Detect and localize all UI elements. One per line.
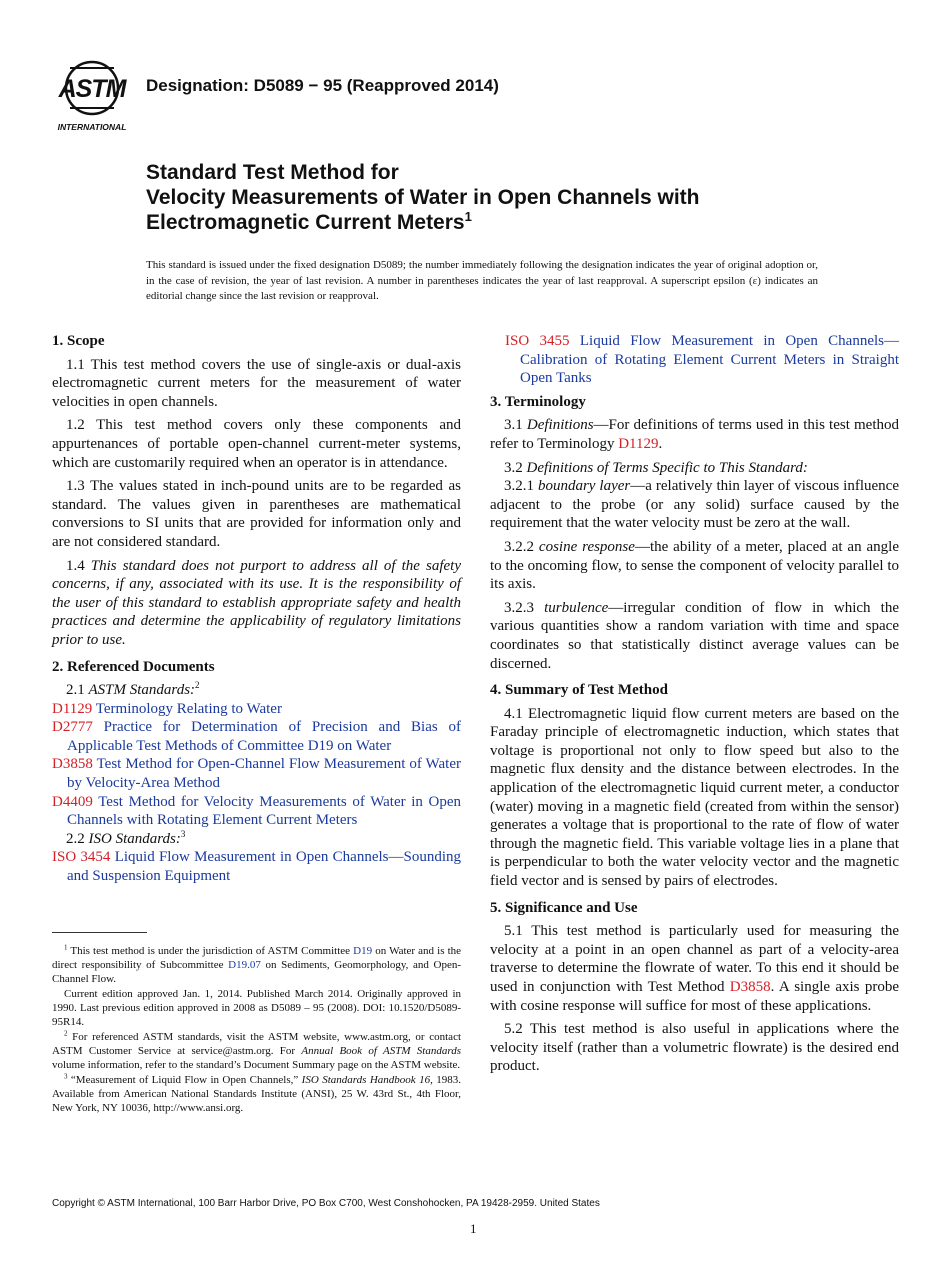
- reference-code-link[interactable]: ISO 3455: [505, 333, 570, 349]
- reference-item[interactable]: [52, 755, 461, 792]
- footnote-link-d19[interactable]: D19: [353, 945, 373, 957]
- paragraph-3-2-3: 3.2.3 turbulence—irregular condition of flow in which the various quantities show a random variation with time and space coordinates so that statistically distinct average values can be discerned.: [490, 599, 900, 672]
- section-heading-scope: 1. Scope: [52, 333, 105, 349]
- copyright-notice: Copyright © ASTM International, 100 Barr Harbor Drive, PO Box C700, West Conshohocken, PA 19428-2959. United States: [52, 1198, 600, 1209]
- title-line-1: Standard Test Method for: [146, 161, 399, 184]
- reference-title-link[interactable]: Test Method for Velocity Measurements of Water in Open Channels with Rotating Element Current Meters: [67, 793, 461, 829]
- reference-item[interactable]: [505, 332, 899, 388]
- footnotes: [52, 944, 461, 1116]
- svg-text:ASTM: ASTM: [58, 75, 126, 103]
- paragraph-3-2: 3.2 Definitions of Terms Specific to This Standard:: [504, 459, 808, 476]
- link-d3858[interactable]: D3858: [729, 979, 771, 995]
- link-d1129[interactable]: D1129: [618, 435, 659, 452]
- reference-code-link[interactable]: D2777: [52, 719, 93, 736]
- designation: Designation: D5089 − 95 (Reapproved 2014): [146, 76, 499, 95]
- document-title: [146, 160, 846, 235]
- astm-logo: [52, 58, 134, 132]
- svg-text:INTERNATIONAL: INTERNATIONAL: [57, 122, 127, 132]
- right-column: [490, 332, 899, 1081]
- paragraph-1-2: 1.2 This test method covers only these components and appurtenances of portable open-channel current-meter systems, which are customarily required when an operator is in attendance.: [52, 417, 461, 471]
- reference-title-link[interactable]: Terminology Relating to Water: [95, 700, 282, 717]
- section-heading-referenced: 2. Referenced Documents: [52, 658, 215, 675]
- astm-standards-label: 2.1 ASTM Standards:$^2$: [66, 680, 200, 699]
- reference-item[interactable]: [52, 718, 461, 755]
- footnote-1: $^1$ This test method is under the jurisdiction of ASTM Committee D19 on Water and is the direct responsibility of Subcommittee D19.07 on Sediments, Geomorphology, and Open-Channel Flow.: [52, 943, 462, 985]
- reference-title-link[interactable]: Practice for Determination of Precision and Bias of Applicable Test Methods of Committee D19 on Water: [67, 719, 461, 754]
- reference-item[interactable]: [52, 793, 461, 830]
- paragraph-1-1: 1.1 This test method covers the use of single-axis or dual-axis electromagnetic current meters for the measurement of water velocities in open channels.: [52, 356, 461, 410]
- reference-title-link[interactable]: Liquid Flow Measurement in Open Channels—Calibration of Rotating Element Current Meters in Straight Open Tanks: [520, 333, 900, 387]
- section-heading-terminology: 3. Terminology: [490, 393, 586, 410]
- paragraph-3-2-2: 3.2.2 cosine response—the ability of a meter, placed at an angle to the oncoming flow, to sense the component of velocity parallel to its axis.: [490, 538, 899, 593]
- paragraph-3-1: 3.1 Definitions—For definitions of terms used in this test method refer to Terminology D1129.: [490, 417, 899, 452]
- section-heading-significance: 5. Significance and Use: [490, 899, 638, 916]
- footnote-divider: [52, 932, 147, 933]
- designation-notice: This standard is issued under the fixed designation D5089; the number immediately following the designation indicates the year of original adoption or, in the case of revision, the year of last revision. A number in parentheses indicates the year of last reapproval. A superscript epsilon (ε) indicates an editorial change since the last revision or reapproval.: [146, 259, 818, 302]
- reference-code-link[interactable]: D4409: [52, 793, 93, 810]
- title-line-2: Velocity Measurements of Water in Open Channels with: [146, 186, 700, 209]
- title-line-3: Electromagnetic Current Meters$^1$: [146, 209, 472, 234]
- paragraph-5-1: 5.1 This test method is particularly used for measuring the velocity at a point in an open channel as part of a velocity-area traverse to determine the flowrate of water. To this end it should be used in conjunction with Test Method D3858. A single axis probe with cosine response will suffice for most of these applications.: [490, 923, 899, 1014]
- paragraph-3-2-1: 3.2.1 boundary layer—a relatively thin layer of viscous influence adjacent to the probe (or any solid) surface caused by the requirement that the water velocity must be zero at the wall.: [490, 478, 899, 532]
- section-heading-summary: 4. Summary of Test Method: [490, 682, 668, 699]
- footnote-link-d1907[interactable]: D19.07: [228, 959, 261, 971]
- reference-code-link[interactable]: ISO 3454: [52, 849, 111, 866]
- footnote-2: $^2$ For referenced ASTM standards, visit the ASTM website, www.astm.org, or contact ASTM Customer Service at service@astm.org. For Annual Book of ASTM Standards volume information, refer to the standard’s Document Summary page on the ASTM website.: [52, 1029, 462, 1071]
- reference-code-link[interactable]: D3858: [52, 756, 93, 773]
- paragraph-1-3: 1.3 The values stated in inch-pound units are to be regarded as standard. The values given in parentheses are mathematical conversions to SI units that are provided for information only and are not considered standard.: [52, 478, 461, 550]
- footnote-1-edition: Current edition approved Jan. 1, 2014. Published March 2014. Originally approved in 1990. Last previous edition approved in 2008 as D5089 – 95 (2008). DOI: 10.1520/D5089-95R14.: [52, 988, 461, 1028]
- reference-title-link[interactable]: Liquid Flow Measurement in Open Channels—Sounding and Suspension Equipment: [67, 849, 461, 885]
- page-number: 1: [470, 1221, 477, 1236]
- title-footnote-mark: 1: [464, 209, 472, 224]
- footnote-3: $^3$ “Measurement of Liquid Flow in Open Channels,” ISO Standards Handbook 16, 1983. Available from American National Standards Institute (ANSI), 25 W. 43rd St., 4th Floor, New York, NY 10036, http://www.ansi.org.: [52, 1072, 461, 1114]
- paragraph-5-2: 5.2 This test method is also useful in applications where the velocity itself (rather than a volumetric flowrate) is the desired end product.: [490, 1021, 899, 1075]
- reference-title-link[interactable]: Test Method for Open-Channel Flow Measurement of Water by Velocity-Area Method: [67, 756, 461, 792]
- reference-item[interactable]: [52, 700, 461, 719]
- reference-code-link[interactable]: D1129: [52, 700, 93, 717]
- paragraph-4-1: 4.1 Electromagnetic liquid flow current meters are based on the Faraday principle of electromagnetic induction, which states that voltage is proportional not only to flow speed but also to the magnetic flux density and the distance between electrodes. In the application of the electromagnetic liquid current meter, a conductor (water) moving in a magnetic field (created from within the sensor) generates a voltage that is proportional to the rate of flow of water through the magnetic field. This variable voltage lies in a plane that is perpendicular to both the water velocity vector and the magnetic field vector and is sensed by pairs of electrodes.: [490, 705, 899, 890]
- paragraph-1-4: 1.4 This standard does not purport to address all of the safety concerns, if any, associated with its use. It is the responsibility of the user of this standard to establish appropriate safety and health practices and determine the applicability of regulatory limitations prior to use.: [52, 557, 461, 648]
- reference-item[interactable]: [52, 848, 461, 885]
- left-column: [52, 332, 461, 886]
- iso-standards-label: 2.2 ISO Standards:$^3$: [66, 828, 186, 847]
